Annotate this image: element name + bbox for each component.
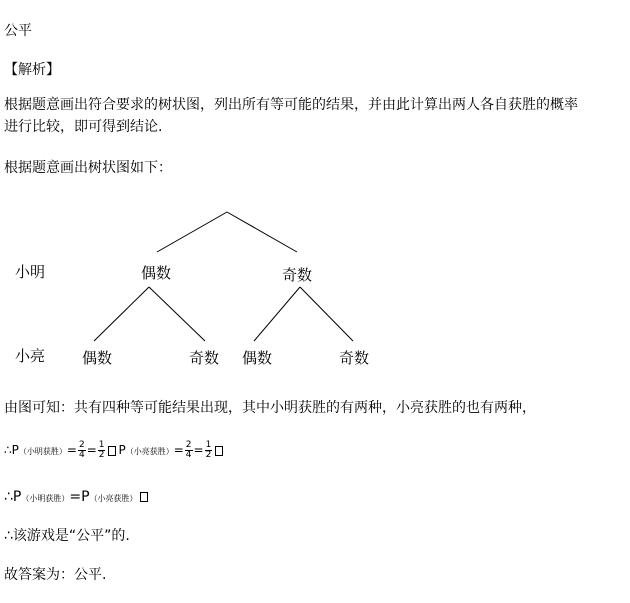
fraction-denominator: 4 — [78, 450, 85, 460]
equals-sign: = — [193, 443, 204, 457]
fraction-numerator: 1 — [98, 440, 105, 450]
observation-text: 由图可知：共有四种等可能结果出现，其中小明获胜的有两种，小亮获胜的也有两种， — [4, 400, 536, 416]
fraction-denominator: 2 — [205, 450, 212, 460]
tree-branch-odd-left — [254, 287, 300, 341]
fraction-numerator: 2 — [185, 440, 192, 450]
tree-node-level2-odd-2: 奇数 — [339, 349, 370, 367]
tree-branch-even-left — [94, 287, 149, 341]
subscript-xiaoming-wins: （小明获胜） — [18, 447, 67, 456]
tree-row-label-xiaoliang: 小亮 — [15, 347, 46, 365]
conclusion-text: ∴该游戏是“公平”的. — [4, 528, 130, 544]
analysis-heading: 【解析】 — [4, 62, 60, 78]
missing-glyph-icon — [215, 446, 223, 456]
probability-formula-1 — [4, 441, 225, 461]
tree-branch-root-right — [227, 212, 297, 252]
tree-branch-even-right — [149, 287, 205, 341]
tree-node-level2-odd-1: 奇数 — [189, 349, 220, 367]
fraction-numerator: 2 — [78, 440, 85, 450]
analysis-text-line-1: 根据题意画出符合要求的树状图，列出所有等可能的结果，并由此计算出两人各自获胜的概率 — [4, 97, 578, 113]
subscript-xiaoliang-wins: （小亮获胜） — [125, 447, 174, 456]
analysis-text-line-2: 进行比较，即可得到结论. — [4, 119, 163, 135]
therefore-symbol: ∴ — [4, 443, 12, 457]
answer-text: 公平 — [4, 23, 32, 39]
therefore-symbol: ∴ — [4, 489, 13, 505]
fraction-1-2 — [205, 441, 213, 460]
fraction-1-2 — [98, 441, 106, 460]
fraction-2-4 — [78, 441, 86, 460]
tree-node-level1-even: 偶数 — [141, 264, 172, 282]
missing-glyph-icon — [140, 492, 148, 502]
tree-node-level2-even-2: 偶数 — [242, 349, 273, 367]
p-symbol: P — [118, 443, 126, 457]
equals-sign: = — [173, 443, 184, 457]
tree-branch-root-left — [157, 212, 227, 252]
equals-sign: = — [86, 443, 97, 457]
tree-node-level2-even-1: 偶数 — [82, 349, 113, 367]
fraction-2-4 — [185, 441, 193, 460]
tree-intro: 根据题意画出树状图如下： — [4, 160, 172, 176]
fraction-numerator: 1 — [205, 440, 212, 450]
tree-row-label-xiaoming: 小明 — [15, 263, 46, 281]
tree-node-level1-odd: 奇数 — [282, 266, 313, 284]
final-answer-text: 故答案为：公平. — [4, 567, 107, 583]
equals-sign: = — [66, 443, 77, 457]
fraction-denominator: 4 — [185, 450, 192, 460]
subscript-xiaoliang-wins: （小亮获胜） — [89, 494, 138, 503]
probability-formula-2 — [4, 488, 150, 508]
p-symbol: P — [81, 489, 90, 505]
p-symbol: P — [12, 489, 22, 505]
equals-sign: = — [69, 489, 82, 505]
fraction-denominator: 2 — [98, 450, 105, 460]
missing-glyph-icon — [108, 446, 116, 456]
subscript-xiaoming-wins: （小明获胜） — [21, 494, 70, 503]
p-symbol: P — [11, 443, 19, 457]
tree-branch-odd-right — [300, 287, 353, 341]
